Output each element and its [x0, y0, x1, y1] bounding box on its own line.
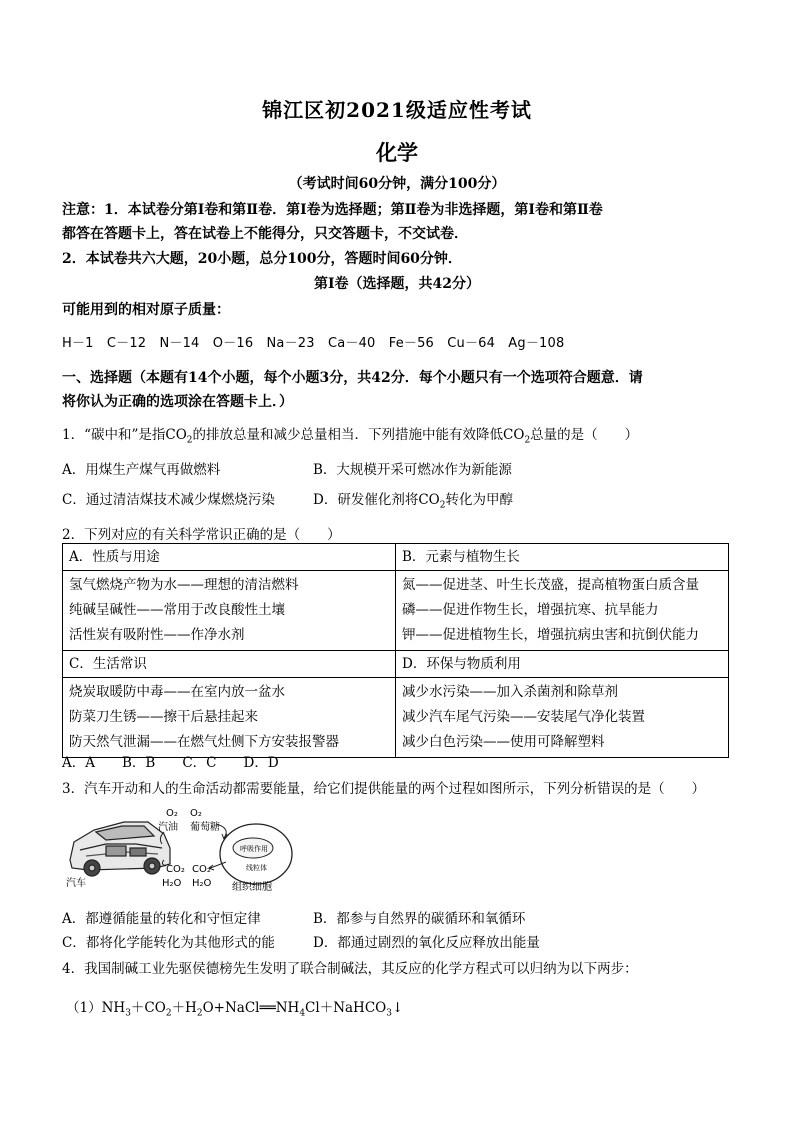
q4-equation-1: [66, 996, 403, 1019]
exam-time-note: （考试时间60分钟，满分100分）: [288, 176, 506, 192]
q3-option-b[interactable]: B．都参与自然界的碳循环和氧循环: [313, 911, 526, 927]
eq-sub-2: 2: [165, 1008, 172, 1019]
o2-left-label: O₂: [166, 808, 178, 819]
q1-stem-part-b: 的排放总量和减少总量相当．下列措施中能有效降低CO: [192, 427, 525, 443]
eq-sub-1: 3: [125, 1008, 131, 1019]
part1-heading: 第Ⅰ卷（选择题，共42分）: [313, 276, 481, 292]
q1-option-d-subscript: 2: [439, 500, 446, 511]
q2-cell-d-body: [396, 678, 729, 758]
q2-a-line-2: 纯碱呈碱性——常用于改良酸性土壤: [69, 602, 285, 618]
q3-stem: 3．汽车开动和人的生命活动都需要能量，给它们提供能量的两个过程如图所示，下列分析错误的是（ ）: [62, 781, 706, 797]
q1-stem: [62, 423, 638, 446]
q1-option-b[interactable]: B．大规模开采可燃冰作为新能源: [313, 462, 512, 478]
q4-stem: 4．我国制碱工业先驱侯德榜先生发明了联合制碱法，其反应的化学方程式可以归纳为以下两步：: [62, 961, 638, 977]
q2-a-line-1: 氢气燃烧产物为水——理想的清洁燃料: [69, 577, 299, 593]
q2-b-line-1: 氮——促进茎、叶生长茂盛，提高植物蛋白质含量: [402, 577, 699, 593]
co2-left-label: CO₂: [166, 864, 185, 875]
fuel-label: 汽油: [158, 822, 178, 833]
q2-cell-a-body: [63, 571, 396, 651]
eq-part-3: ＋H: [171, 1000, 197, 1016]
eq-part-5: Cl＋NaHCO: [305, 1000, 387, 1016]
notice-line-3: 2．本试卷共六大题，20小题，总分100分，答题时间60分钟．: [62, 251, 462, 267]
q1-option-d[interactable]: [313, 488, 513, 511]
organelle-label-a: 呼吸作用: [240, 845, 268, 853]
car-label: 汽车: [66, 878, 86, 889]
q3-energy-diagram: [66, 804, 296, 894]
q2-stem: 2．下列对应的有关科学常识正确的是（ ）: [62, 527, 341, 543]
eq-sub-5: 3: [386, 1008, 392, 1019]
q3-option-a[interactable]: A．都遵循能量的转化和守恒定律: [62, 911, 261, 927]
q2-c-line-2: 防菜刀生锈——擦干后悬挂起来: [69, 709, 258, 725]
q2-answer-options[interactable]: A．A B．B C．C D．D: [62, 755, 279, 771]
notice-line-2: 都答在答题卡上，答在试卷上不能得分，只交答题卡，不交试卷．: [62, 226, 468, 242]
q2-cell-c-body: [63, 678, 396, 758]
q2-b-line-3: 钾——促进植物生长，增强抗病虫害和抗倒伏能力: [402, 627, 699, 643]
q1-subscript-1: 2: [186, 435, 193, 446]
q1-option-a[interactable]: A．用煤生产煤气再做燃料: [62, 462, 221, 478]
eq-part-1: （1）NH: [66, 1000, 126, 1016]
q1-stem-part-c: 总量的是（ ）: [530, 427, 639, 443]
atomic-mass-list: H－1 C－12 N－14 O－16 Na－23 Ca－40 Fe－56 Cu－64 Ag－108: [62, 336, 565, 351]
q2-table: [62, 543, 729, 758]
eq-part-2: ＋CO: [130, 1000, 166, 1016]
co2-right-label: CO₂: [192, 864, 211, 875]
eq-part-6: ↓: [391, 1000, 404, 1016]
q1-subscript-2: 2: [524, 435, 531, 446]
exam-title: 锦江区初2021级适应性考试: [262, 98, 532, 122]
subject-title: 化学: [376, 140, 418, 165]
q2-c-line-3: 防天然气泄漏——在燃气灶侧下方安装报警器: [69, 734, 339, 750]
q2-c-line-1: 烧炭取暖防中毒——在室内放一盆水: [69, 684, 285, 700]
section1-heading-line-2: 将你认为正确的选项涂在答题卡上．）: [62, 394, 293, 410]
notice-line-1: 注意：1．本试卷分第Ⅰ卷和第Ⅱ卷．第Ⅰ卷为选择题；第Ⅱ卷为非选择题，第Ⅰ卷和第Ⅱ卷: [62, 202, 603, 218]
section1-heading-line-1: 一、选择题（本题有14个小题，每个小题3分，共42分．每个小题只有一个选项符合题意．请: [62, 370, 643, 386]
eq-part-4: O+NaCl══NH: [202, 1000, 300, 1016]
cell-label: 组织细胞: [232, 882, 272, 893]
q1-option-d-part-b: 转化为甲醇: [445, 492, 513, 508]
eq-sub-3: 2: [196, 1008, 203, 1019]
h2o-right-label: H₂O: [192, 878, 212, 889]
q2-b-line-2: 磷——促进作物生长，增强抗寒、抗旱能力: [402, 602, 659, 618]
q2-cell-c-head: C．生活常识: [63, 651, 396, 678]
q3-option-d[interactable]: D．都通过剧烈的氧化反应释放出能量: [313, 935, 540, 951]
q2-d-line-3: 减少白色污染——使用可降解塑料: [402, 734, 605, 750]
q3-option-c[interactable]: C．都将化学能转化为其他形式的能: [62, 935, 275, 951]
q2-d-line-1: 减少水污染——加入杀菌剂和除草剂: [402, 684, 618, 700]
car-illustration: [70, 822, 170, 876]
atomic-mass-label: 可能用到的相对原子质量：: [62, 302, 230, 318]
q1-option-c[interactable]: C．通过清洁煤技术减少煤燃烧污染: [62, 492, 275, 508]
glucose-label: 葡萄糖: [190, 822, 220, 833]
q2-cell-a-head: A．性质与用途: [63, 544, 396, 571]
eq-sub-4: 4: [299, 1008, 306, 1019]
organelle-label-b: 线粒体: [246, 864, 267, 872]
q2-a-line-3: 活性炭有吸附性——作净水剂: [69, 627, 245, 643]
q2-cell-b-head: B．元素与植物生长: [396, 544, 729, 571]
q2-cell-d-head: D．环保与物质利用: [396, 651, 729, 678]
q2-cell-b-body: [396, 571, 729, 651]
q2-d-line-2: 减少汽车尾气污染——安装尾气净化装置: [402, 709, 645, 725]
q1-option-d-part-a: D．研发催化剂将CO: [313, 492, 440, 508]
q1-stem-part-a: 1．“碳中和”是指CO: [62, 427, 187, 443]
o2-right-label: O₂: [190, 808, 202, 819]
h2o-left-label: H₂O: [162, 878, 182, 889]
